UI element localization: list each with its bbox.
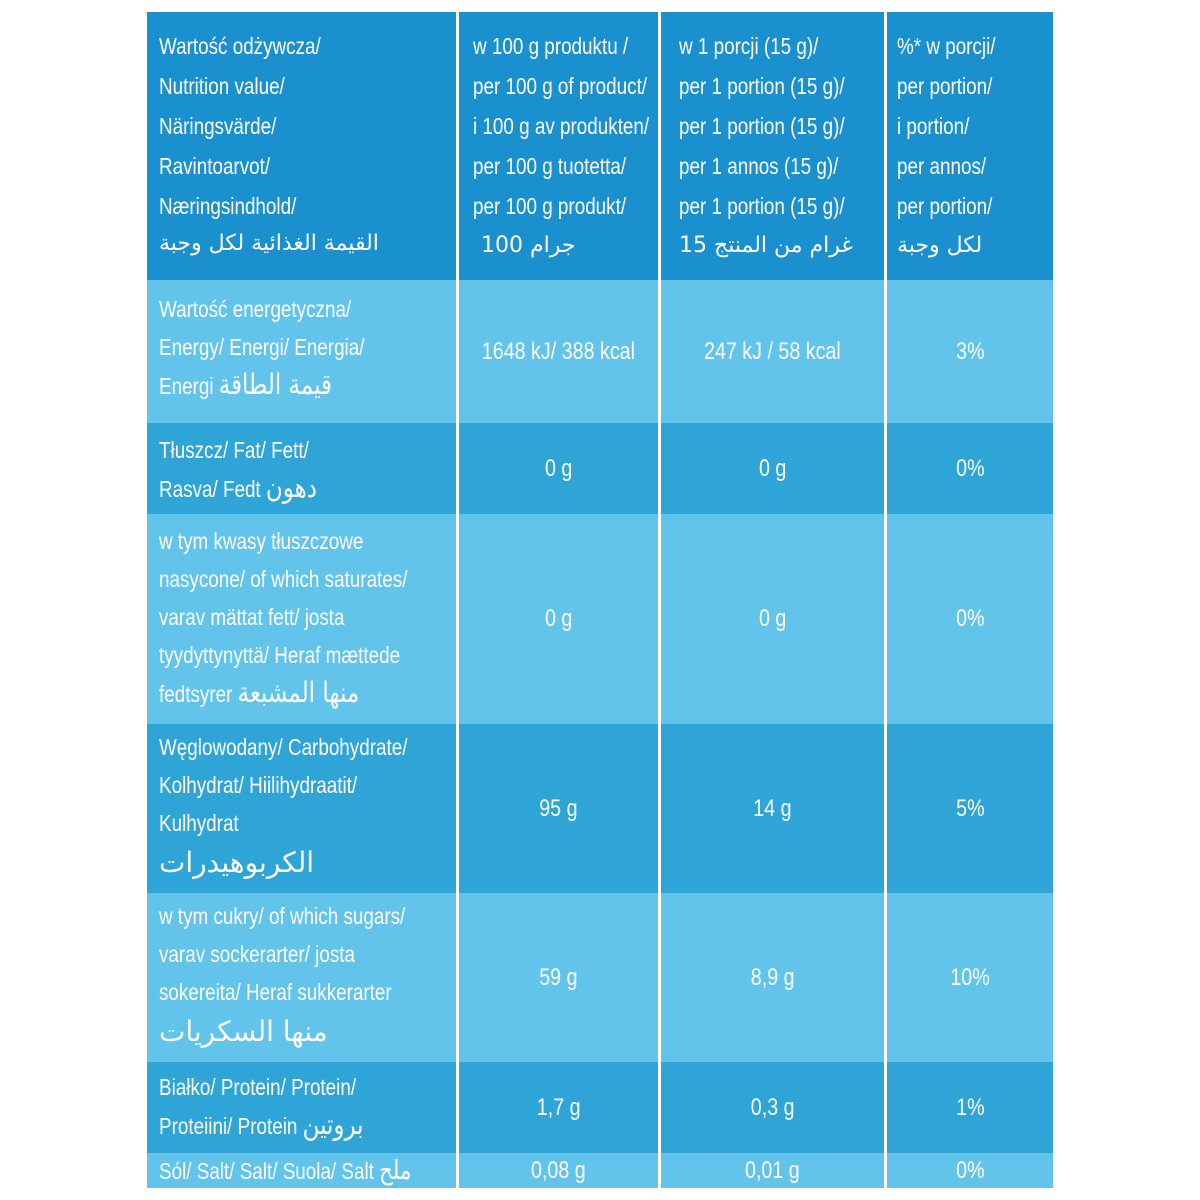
value-percent [887, 724, 1053, 893]
row-label [147, 1153, 459, 1188]
header-col1-line: Näringsvärde/ [159, 113, 277, 139]
value-text: 3% [955, 337, 985, 365]
header-col4-line: i portion/ [897, 113, 970, 139]
value-text: 10% [950, 963, 990, 991]
value-per-portion [661, 514, 887, 724]
row-label-line [159, 674, 394, 713]
value-text: 1648 kJ/ 388 kcal [481, 337, 636, 365]
value-per-portion [661, 724, 887, 893]
row-label-line: w tym cukry/ of which sugars/ [159, 903, 406, 929]
value-per-100g [459, 1062, 661, 1153]
value-percent [887, 514, 1053, 724]
value-percent [887, 280, 1053, 423]
row-label-line: Węglowodany/ Carbohydrate/ [159, 734, 408, 760]
row-label-line: Białko/ Protein/ Protein/ [159, 1074, 357, 1100]
row-label-line: Kulhydrat [159, 810, 239, 836]
header-col1-arabic: القيمة الغذائية لكل وجبة [159, 231, 379, 256]
table-row [147, 893, 1053, 1062]
value-per-portion [661, 280, 887, 423]
row-label-line [159, 366, 394, 405]
value-text: 1% [955, 1093, 985, 1121]
table-row [147, 1153, 1053, 1188]
value-text: 8,9 g [750, 963, 795, 991]
row-label-line: Wartość energetyczna/ [159, 296, 352, 322]
header-per-portion [661, 12, 887, 280]
row-label [147, 423, 459, 514]
row-label-line [159, 1106, 394, 1145]
value-per-100g [459, 724, 661, 893]
value-per-100g [459, 893, 661, 1062]
header-col4-line: %* w porcji/ [897, 33, 996, 59]
row-label-line: varav mättat fett/ josta [159, 604, 345, 630]
row-label-line: varav sockerarter/ josta [159, 941, 356, 967]
row-label [147, 893, 459, 1062]
header-col2-arabic: 100 جرام [481, 233, 576, 258]
header-col2-line: per 100 g of product/ [473, 73, 648, 99]
value-text: 0 g [758, 605, 787, 632]
row-label-last: Sól/ Salt/ Salt/ Suola/ Salt [159, 1157, 374, 1184]
row-label-line: Energy/ Energi/ Energia/ [159, 334, 365, 360]
header-col3-line: per 1 annos (15 g)/ [679, 153, 839, 179]
header-nutrition-value [147, 12, 459, 280]
row-label-line: nasycone/ of which saturates/ [159, 566, 408, 592]
row-label-line: tyydyttynyttä/ Heraf mættede [159, 642, 401, 668]
header-row [147, 12, 1053, 280]
value-text: 247 kJ / 58 kcal [704, 337, 841, 365]
row-label-arabic: قيمة الطاقة [218, 368, 333, 401]
value-per-portion [661, 893, 887, 1062]
value-percent [887, 1062, 1053, 1153]
value-per-100g [459, 280, 661, 423]
header-col1-line: Ravintoarvot/ [159, 153, 271, 179]
value-per-100g [459, 1153, 661, 1188]
row-label-line [159, 1154, 412, 1188]
nutrition-table [147, 12, 1053, 1188]
value-per-portion [661, 423, 887, 514]
row-label-arabic: ملح [379, 1155, 412, 1186]
value-text: 1,7 g [536, 1093, 581, 1121]
value-text: 0% [955, 1156, 985, 1184]
row-label-arabic: الكربوهيدرات [159, 846, 315, 879]
row-label-line: Tłuszcz/ Fat/ Fett/ [159, 437, 309, 463]
value-text: 0% [955, 454, 985, 482]
row-label-line [159, 469, 394, 508]
value-per-portion [661, 1062, 887, 1153]
value-percent [887, 893, 1053, 1062]
row-label-line: sokereita/ Heraf sukkerarter [159, 979, 392, 1005]
value-text: 0 g [544, 454, 573, 482]
table-row [147, 423, 1053, 514]
value-text: 95 g [539, 794, 578, 822]
row-label-line: Kolhydrat/ Hiilihydraatit/ [159, 772, 358, 798]
value-per-100g [459, 423, 661, 514]
header-col3-line: per 1 portion (15 g)/ [679, 193, 845, 219]
header-col2-line: w 100 g produktu / [473, 33, 629, 59]
header-col2-line: per 100 g produkt/ [473, 193, 627, 219]
table-row [147, 514, 1053, 724]
row-label-arabic: منها المشبعة [237, 676, 360, 709]
value-text: 0% [955, 605, 985, 632]
header-col1-line: Næringsindhold/ [159, 193, 297, 219]
row-label [147, 514, 459, 724]
header-col4-arabic: لكل وجبة [897, 233, 983, 258]
table-row [147, 1062, 1053, 1153]
value-text: 5% [955, 794, 985, 822]
row-label-last: fedtsyrer [159, 681, 233, 707]
row-label-last: Rasva/ Fedt [159, 476, 261, 502]
value-text: 0 g [758, 454, 787, 482]
header-col2-line: i 100 g av produkten/ [473, 113, 650, 139]
header-col3-line: w 1 porcji (15 g)/ [679, 33, 819, 59]
header-col3-arabic: 15 غرام من المنتج [679, 233, 853, 258]
header-per-100g [459, 12, 661, 280]
header-col2-line: per 100 g tuotetta/ [473, 153, 627, 179]
row-label-last: Energi [159, 373, 214, 399]
row-label-arabic: دهون [265, 471, 317, 504]
value-text: 0,08 g [531, 1156, 586, 1184]
header-col4-line: per annos/ [897, 153, 987, 179]
row-label [147, 280, 459, 423]
value-per-portion [661, 1153, 887, 1188]
row-label [147, 1062, 459, 1153]
value-per-100g [459, 514, 661, 724]
table-row [147, 280, 1053, 423]
row-label-arabic: بروتين [302, 1108, 364, 1141]
header-col1-line: Nutrition value/ [159, 73, 285, 99]
header-col1-line: Wartość odżywcza/ [159, 33, 321, 59]
table-row [147, 724, 1053, 893]
header-col3-line: per 1 portion (15 g)/ [679, 113, 845, 139]
value-text: 0,3 g [750, 1093, 795, 1121]
value-text: 14 g [753, 794, 792, 822]
row-label [147, 724, 459, 893]
value-percent [887, 1153, 1053, 1188]
header-percent-portion [887, 12, 1053, 280]
header-col4-line: per portion/ [897, 73, 993, 99]
value-text: 0,01 g [745, 1156, 800, 1184]
value-text: 59 g [539, 963, 578, 991]
value-text: 0 g [544, 605, 573, 632]
row-label-last: Proteiini/ Protein [159, 1113, 298, 1139]
header-col4-line: per portion/ [897, 193, 993, 219]
value-percent [887, 423, 1053, 514]
header-col3-line: per 1 portion (15 g)/ [679, 73, 845, 99]
row-label-arabic: منها السكريات [159, 1015, 328, 1048]
row-label-line: w tym kwasy tłuszczowe [159, 528, 364, 554]
